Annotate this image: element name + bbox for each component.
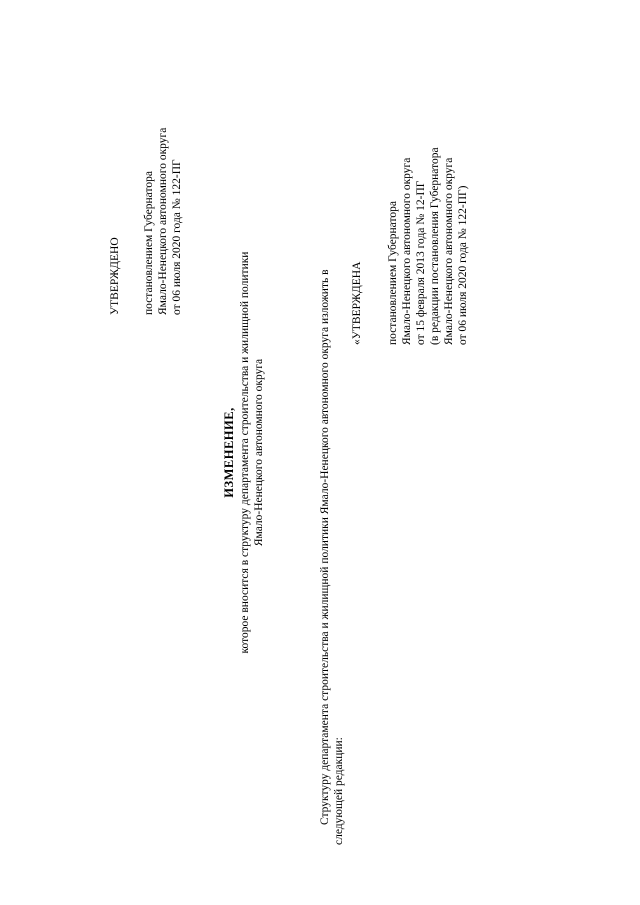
approval-2-line: (в редакции постановления Губернатора — [429, 147, 441, 345]
approval-2-line: Ямало-Ненецкого автономного округа — [443, 157, 455, 345]
document-heading — [222, 0, 266, 905]
approval-line: постановлением Губернатора — [143, 171, 155, 315]
approval-stamp-block-2 — [350, 147, 470, 345]
approval-line: от 06 июля 2020 года № 122-ПГ — [171, 159, 183, 315]
approval-2-title: «УТВЕРЖДЕНА — [351, 261, 363, 345]
heading-subtitle-line: которое вносится в структуру департамента строительства и жилищной политики — [239, 251, 251, 654]
approval-2-line: от 15 февраля 2013 года № 12-ПГ — [415, 180, 427, 345]
approval-2-line: постановлением Губернатора — [387, 201, 399, 345]
approval-2-line: Ямало-Ненецкого автономного округа — [401, 157, 413, 345]
approval-line: Ямало-Ненецкого автономного округа — [157, 127, 169, 315]
body-line: Структуру департамента строительства и жилищной политики Ямало-Ненецкого автономного округа изложить в — [319, 269, 331, 825]
heading-subtitle-line: Ямало-Ненецкого автономного округа — [253, 358, 265, 547]
approval-stamp-block — [108, 128, 184, 315]
body-line: следующей редакции: — [333, 737, 345, 845]
approval-2-line: от 06 июля 2020 года № 122-ПГ) — [457, 185, 469, 345]
approval-title: УТВЕРЖДЕНО — [109, 237, 121, 315]
body-paragraph — [318, 269, 346, 845]
heading-title: ИЗМЕНЕНИЕ, — [222, 407, 236, 498]
